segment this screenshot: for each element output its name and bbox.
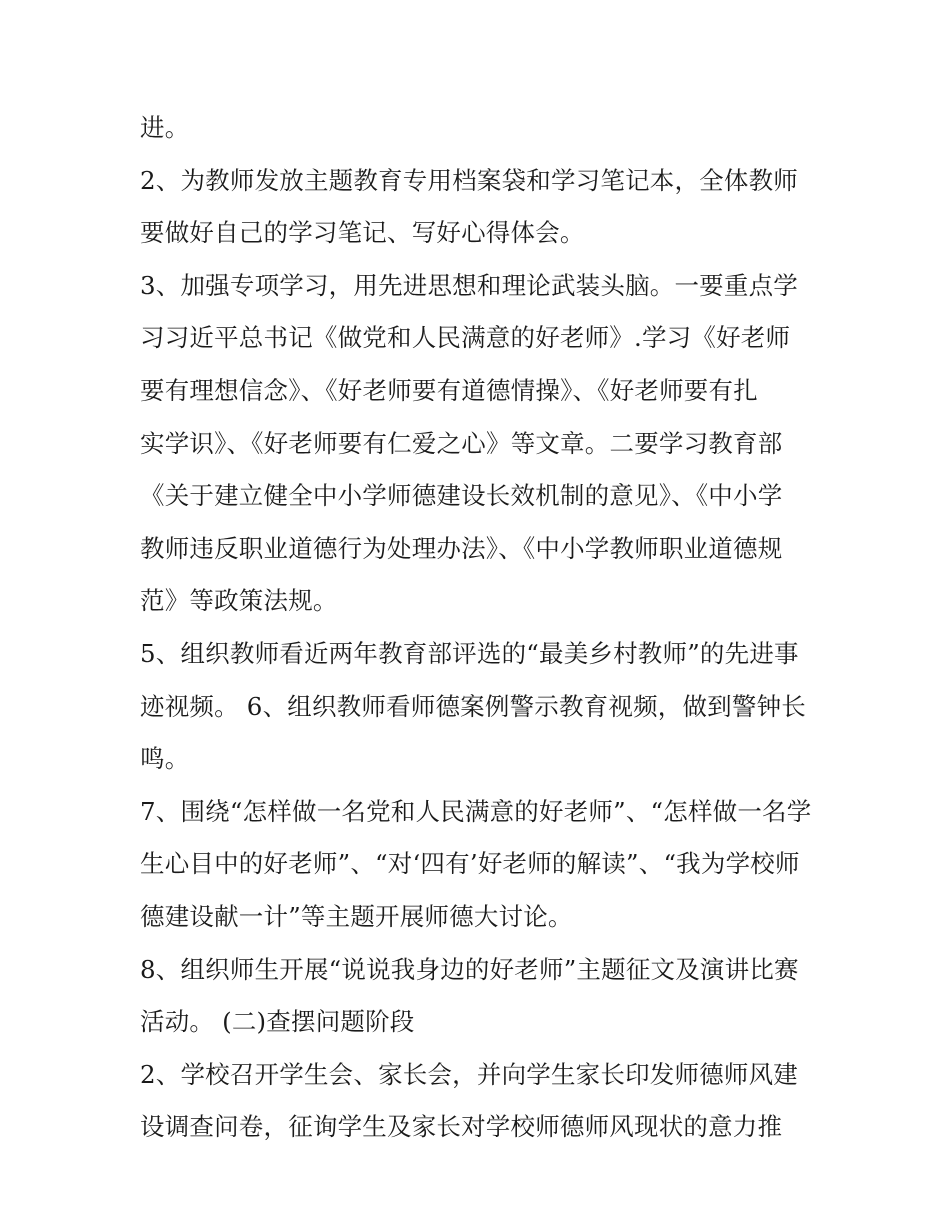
text-line: 要有理想信念》、《好老师要有道德情操》、《好老师要有扎 [140, 375, 758, 405]
text-line: 实学识》、《好老师要有仁爱之心》等文章。二要学习教育部 [140, 428, 783, 458]
text-line: 鸣。 [140, 744, 190, 774]
text-line: 8、组织师生开展“说说我身边的好老师”主题征文及演讲比赛 [140, 954, 799, 984]
document-body [140, 102, 820, 1154]
text-line: 《关于建立健全中小学师德建设长效机制的意见》、《中小学 [140, 481, 783, 511]
text-line: 活动。 (二)查摆问题阶段 [140, 1007, 415, 1037]
text-line: 生心目中的好老师”、“对‘四有’好老师的解读”、“我为学校师 [140, 849, 800, 879]
text-line: 2、学校召开学生会、家长会，并向学生家长印发师德师风建 [140, 1059, 798, 1089]
text-line: 进。 [140, 113, 190, 142]
text-line: 习习近平总书记《做党和人民满意的好老师》.学习《好老师 [140, 323, 791, 353]
text-line: 迹视频。 6、组织教师看师德案例警示教育视频，做到警钟长 [140, 691, 806, 721]
text-line: 设调查问卷，征询学生及家长对学校师德师风现状的意力推 [140, 1112, 783, 1142]
text-line: 5、组织教师看近两年教育部评选的“最美乡村教师”的先进事 [140, 638, 799, 668]
text-line: 3、加强专项学习，用先进思想和理论武装头脑。一要重点学 [140, 270, 798, 300]
text-line: 7、围绕“怎样做一名党和人民满意的好老师”、“怎样做一名学 [140, 796, 812, 826]
text-line: 教师违反职业道德行为处理办法》、《中小学教师职业道德规 [140, 533, 783, 563]
text-line: 范》等政策法规。 [140, 586, 338, 616]
text-line: 德建设献一计”等主题开展师德大讨论。 [140, 901, 573, 931]
text-line: 要做好自己的学习笔记、写好心得体会。 [140, 218, 585, 248]
text-line: 2、为教师发放主题教育专用档案袋和学习笔记本，全体教师 [140, 165, 798, 195]
